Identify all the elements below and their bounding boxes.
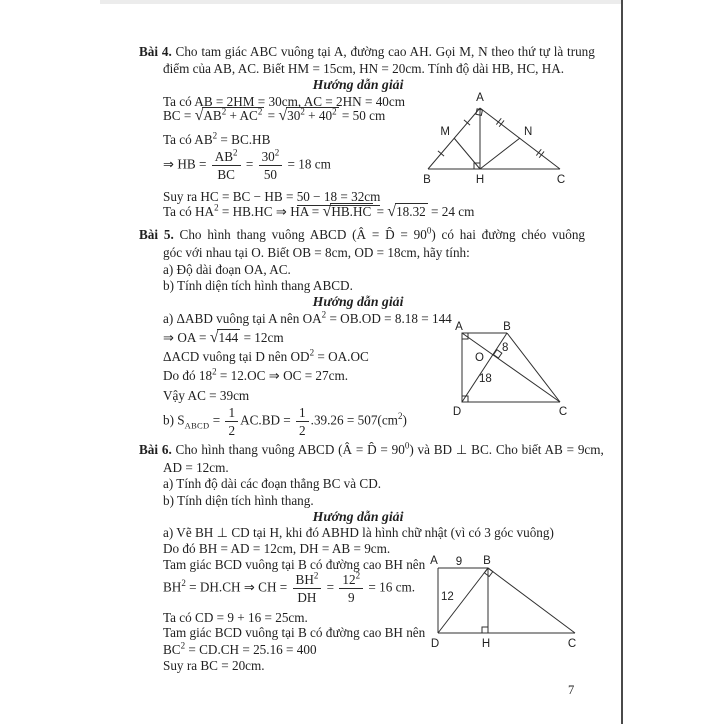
bai4-solution-line2: BC = $√AB^2 + AC^2 = √30^2 + 40^2 = 50$ cm: [163, 106, 386, 124]
vertex-label-b: B: [423, 174, 431, 186]
bai5-solution-line6: b) $S_{ABCD}$ = $\frac{1}{2}$ AC.BD = $\frac{1}{2}$ $.39.26 = 507(cm^2)$: [163, 405, 407, 438]
bai6-trapezoid-diagram: [430, 556, 585, 651]
bai4-solution-line3: Ta có $AB^2 = BC.HB$: [163, 130, 271, 147]
vertex-label-c: C: [567, 638, 577, 650]
bai4-solution-line4: ⇒ HB = $\frac{AB^2}{BC}$ = $\frac{30^2}{50}$ = 18 cm: [163, 147, 331, 182]
bai5-solution-line3: ΔACD vuông tại D nên $OD^2 = OA.OC$: [163, 347, 369, 364]
bai6-problem-line1: Bài 6. Cho hình thang vuông ABCD (Â = D̂ = $90^0$) và BD ⊥ BC. Cho biết AB = 9cm,: [139, 440, 604, 457]
vertex-label-o: O: [475, 352, 484, 364]
bai6-problem-line2: AD = 12cm.: [163, 460, 229, 475]
vertex-label-h: H: [481, 638, 491, 650]
vertex-label-n: N: [524, 126, 533, 138]
vertex-label-b: B: [503, 321, 511, 333]
vertex-label-b: B: [483, 555, 491, 567]
bai5-problem-line2: góc với nhau tại O. Biết OB = 8cm, OD = 18cm, hãy tính:: [163, 245, 470, 260]
bai4-triangle-diagram: [420, 88, 580, 188]
bai6-item-a: a) Tính độ dài các đoạn thẳng BC và CD.: [163, 476, 382, 491]
right-angle-marks: [482, 568, 493, 633]
right-angle-marks: [462, 333, 502, 402]
vertex-label-d: D: [430, 638, 440, 650]
segment-length-od: 18: [479, 373, 492, 385]
page-number: 7: [568, 683, 575, 697]
bai6-solution-line1: a) Vẽ BH ⊥ CD tại H, khi đó ABHD là hình chữ nhật (vì có 3 góc vuông): [163, 525, 554, 540]
bai5-guide-heading: Hướng dẫn giải: [312, 294, 404, 309]
bai4-guide-heading: Hướng dẫn giải: [312, 77, 404, 92]
trapezoid-abcd-lines: [462, 333, 560, 402]
bai6-solution-line2: Do đó BH = AD = 12cm, DH = AB = 9cm.: [163, 541, 391, 556]
bai4-solution-line6: Ta có $HA^2 = HB.HC$ ⇒ HA = √HB.HC = √18.32 = 24 cm: [163, 202, 475, 220]
bai5-trapezoid-diagram: [450, 318, 575, 418]
bai6-guide-heading: Hướng dẫn giải: [312, 509, 404, 524]
bai4-problem-line1: Bài 4. Cho tam giác ABC vuông tại A, đường cao AH. Gọi M, N theo thứ tự là trung: [139, 44, 595, 59]
segment-length-ad: 12: [441, 591, 454, 603]
bai4-solution-line5: Suy ra HC = BC − HB = 50 − 18 = 32cm: [163, 189, 381, 204]
right-angle-marks: [474, 109, 482, 169]
bai5-solution-line5: Vậy AC = 39cm: [163, 388, 250, 403]
bai5-problem-line1: Bài 5. Cho hình thang vuông ABCD (Â = D̂ = $90^0$) có hai đường chéo vuông: [139, 225, 586, 242]
scan-artifact-top-strip: [100, 0, 621, 4]
vertex-label-d: D: [452, 406, 462, 418]
segment-length-ob: 8: [502, 342, 509, 354]
bai6-solution-line8: Suy ra BC = 20cm.: [163, 658, 265, 673]
bai6-item-b: b) Tính diện tích hình thang.: [163, 493, 314, 508]
vertex-label-a: A: [476, 92, 484, 104]
segment-length-ab: 9: [455, 556, 463, 568]
vertex-label-h: H: [475, 174, 485, 186]
trapezoid-abcd-lines: [438, 568, 575, 633]
vertex-label-c: C: [556, 174, 566, 186]
vertex-label-c: C: [558, 406, 568, 418]
bai5-item-b: b) Tính diện tích hình thang ABCD.: [163, 278, 353, 293]
vertex-label-a: A: [430, 555, 438, 567]
bai5-solution-line1: a) ΔABD vuông tại A nên $OA^2 = OB.OD = 8.18 = 144$: [163, 309, 452, 326]
bai6-solution-line7: $BC^2 = CD.CH = 25.16 = 400$: [163, 640, 317, 657]
bai6-solution-line3: Tam giác BCD vuông tại B có đường cao BH nên: [163, 557, 426, 572]
vertex-label-a: A: [455, 321, 463, 333]
bai4-problem-line2: điểm của AB, AC. Biết HM = 15cm, HN = 20cm. Tính độ dài HB, HC, HA.: [163, 61, 565, 76]
page-edge-rule: [621, 0, 623, 724]
triangle-abc-lines: [428, 108, 560, 169]
vertex-label-m: M: [440, 126, 450, 138]
bai4-solution-line1: Ta có AB = 2HM = 30cm, AC = 2HN = 40cm: [163, 94, 406, 109]
bai6-solution-line6: Tam giác BCD vuông tại B có đường cao BH nên: [163, 625, 426, 640]
bai5-item-a: a) Độ dài đoạn OA, AC.: [163, 262, 291, 277]
bai5-solution-line4: Do đó $18^2 = 12.OC$ ⇒ OC = 27cm.: [163, 366, 349, 383]
bai5-solution-line2: ⇒ OA = √144 = 12cm: [163, 329, 284, 346]
bai6-solution-line5: Ta có CD = 9 + 16 = 25cm.: [163, 610, 308, 625]
bai6-solution-line4: $BH^2 = DH.CH$ ⇒ CH = $\frac{BH^2}{DH}$ = $\frac{12^2}{9}$ = 16 cm.: [163, 570, 416, 605]
